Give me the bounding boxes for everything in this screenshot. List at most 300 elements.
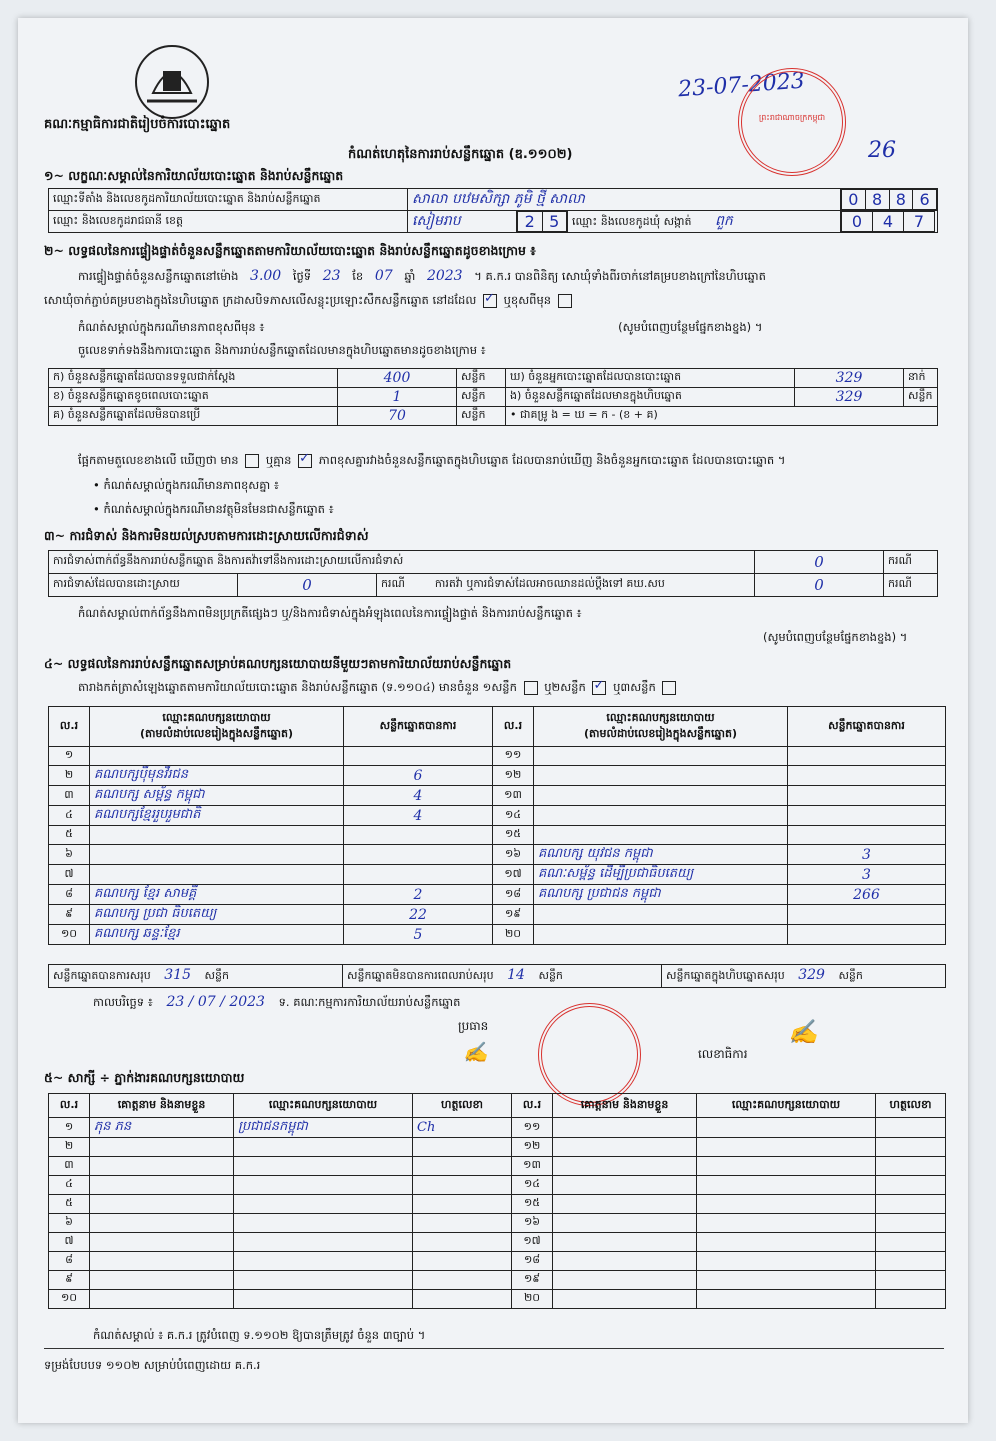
col-no: ល.រ bbox=[512, 1094, 553, 1118]
witness-party: ប្រជាជនកម្ពុជា bbox=[234, 1118, 413, 1138]
col-name: គោត្តនាម និងនាមខ្លួន bbox=[90, 1094, 234, 1118]
unit: នាក់ bbox=[904, 369, 938, 388]
row-no: ១៩ bbox=[512, 1271, 553, 1290]
appeal-label: ការតវ៉ា ឬការជំទាស់ដែលអាចឈានដល់ប្ដឹងទៅ គឃ.សប bbox=[434, 577, 665, 590]
row-no: ១៨ bbox=[512, 1252, 553, 1271]
witness-name bbox=[90, 1233, 234, 1252]
party-name bbox=[90, 865, 344, 885]
resolved-label: ការជំទាស់ដែលបានដោះស្រាយ bbox=[49, 574, 238, 597]
witness-name bbox=[90, 1157, 234, 1176]
witness-signature bbox=[413, 1138, 512, 1157]
row-no: ១៨ bbox=[493, 885, 534, 905]
fill-note: (សូមបំពេញបន្ថែមផ្នែកខាងខ្នង) ។ bbox=[618, 320, 763, 334]
result-row bbox=[49, 786, 946, 806]
row-no: ១៣ bbox=[493, 786, 534, 806]
verify-time: 3.00 bbox=[250, 268, 282, 284]
row-no: ២ bbox=[49, 1138, 90, 1157]
three-sheet-checkbox[interactable] bbox=[662, 681, 676, 695]
witness-party bbox=[697, 1195, 876, 1214]
witness-party bbox=[234, 1233, 413, 1252]
row-no: ១២ bbox=[493, 766, 534, 786]
party-votes bbox=[788, 766, 946, 786]
witness-signature bbox=[876, 1252, 946, 1271]
party-votes bbox=[788, 826, 946, 845]
row-no: ៣ bbox=[49, 786, 90, 806]
code-digit: 0 bbox=[842, 212, 873, 232]
party-name bbox=[90, 845, 344, 865]
compare-label: ផ្អែកតាមតួលេខខាងលើ ឃើញថា មាន bbox=[78, 453, 239, 467]
totals-table bbox=[48, 964, 946, 988]
province-code bbox=[517, 211, 567, 232]
col-sign: ហត្ថលេខា bbox=[413, 1094, 512, 1118]
party-name: គណបក្ស ឆន្ទៈខ្មែរ bbox=[90, 925, 344, 945]
col-party: ឈ្មោះគណបក្សនយោបាយ bbox=[234, 1094, 413, 1118]
sheet-count-line bbox=[78, 680, 679, 697]
party-name: គណបក្សខ្មែររួបរួមជាតិ bbox=[90, 806, 344, 826]
appeal-count: 0 bbox=[755, 574, 884, 597]
row-no: ១៤ bbox=[493, 806, 534, 826]
row-no: ១៧ bbox=[512, 1233, 553, 1252]
no-diff-label: ឬគ្មាន bbox=[265, 453, 292, 467]
secretary-label: លេខាធិការ bbox=[698, 1047, 748, 1061]
stamp-text: ព្រះរាជាណាចក្រកម្ពុជា bbox=[758, 113, 826, 122]
row-no: ១០ bbox=[49, 925, 90, 945]
row-no: ៨ bbox=[49, 1252, 90, 1271]
col-no: ល.រ bbox=[49, 1094, 90, 1118]
party-name bbox=[534, 747, 788, 766]
row-no: ៩ bbox=[49, 905, 90, 925]
unit: សន្លឹក bbox=[457, 407, 506, 426]
witness-party bbox=[234, 1138, 413, 1157]
verify-label: ការផ្ទៀងផ្ទាត់ចំនួនសន្លឹកឆ្នោតនៅម៉ោង bbox=[78, 269, 239, 283]
total-invalid: 14 bbox=[507, 967, 525, 983]
year-label: ឆ្នាំ bbox=[404, 269, 416, 283]
chair-signature: ✍ bbox=[463, 1040, 488, 1064]
witness-name bbox=[90, 1138, 234, 1157]
row-no: ១១ bbox=[493, 747, 534, 766]
unit: សន្លឹក bbox=[838, 969, 863, 982]
section3-heading: ៣~ ការជំទាស់ និងការមិនយល់ស្របតាមការដោះស្រាយលើការជំទាស់ bbox=[44, 528, 369, 543]
row-no: ៦ bbox=[49, 845, 90, 865]
witness-party bbox=[234, 1195, 413, 1214]
result-row bbox=[49, 826, 946, 845]
bullet2: • កំណត់សម្គាល់ក្នុងករណីមានវត្ថុមិនមែនជាសន្លឹកឆ្នោត ៖ bbox=[93, 502, 334, 516]
witness-name bbox=[553, 1157, 697, 1176]
col-party-sub: (តាមលំដាប់លេខរៀងក្នុងសន្លឹកឆ្នោត) bbox=[140, 726, 293, 740]
month-label: ខែ bbox=[352, 269, 364, 283]
seal-text: សោឃុំចាក់ភ្ជាប់គម្របខាងក្នុងនៃហិបឆ្នោត ក្រដាសបិទភាសលើសន្លុះប្រឡោះសឹកសន្លឹកឆ្នោត នៅដដែល bbox=[44, 293, 477, 307]
witness-signature bbox=[876, 1118, 946, 1138]
witness-signature bbox=[413, 1233, 512, 1252]
objection-label: ការជំទាស់ពាក់ព័ន្ធនឹងការរាប់សន្លឹកឆ្នោត និងការតវ៉ាទៅនឹងការដោះស្រាយលើការជំទាស់ bbox=[49, 551, 755, 574]
code-digit: 8 bbox=[865, 190, 889, 210]
witness-party bbox=[234, 1252, 413, 1271]
unit: សន្លឹក bbox=[457, 369, 506, 388]
day-label: ថ្ងៃទី bbox=[292, 269, 312, 283]
party-name bbox=[534, 905, 788, 925]
witness-signature bbox=[413, 1195, 512, 1214]
witness-name bbox=[90, 1290, 234, 1309]
witness-party bbox=[697, 1214, 876, 1233]
witness-signature bbox=[413, 1252, 512, 1271]
witness-row bbox=[49, 1290, 946, 1309]
party-name: គណបក្សប៉ីមុនវីរជន bbox=[90, 766, 344, 786]
witness-name bbox=[90, 1252, 234, 1271]
result-row bbox=[49, 865, 946, 885]
official-stamp bbox=[738, 68, 846, 176]
row-no: ២០ bbox=[512, 1290, 553, 1309]
col-votes: សន្លឹកឆ្នោតបានការ bbox=[788, 707, 946, 747]
party-votes bbox=[344, 826, 493, 845]
total-valid-cell bbox=[49, 965, 343, 988]
party-votes bbox=[788, 925, 946, 945]
witness-row bbox=[49, 1138, 946, 1157]
witness-row bbox=[49, 1271, 946, 1290]
section1-heading: ១~ លក្ខណៈសម្គាល់នៃការិយាល័យបោះឆ្នោត និងរាប់សន្លឹកឆ្នោត bbox=[44, 168, 344, 183]
case-unit: ករណី bbox=[381, 577, 405, 590]
commune-label bbox=[568, 211, 841, 233]
witness-name bbox=[553, 1290, 697, 1309]
two-sheet-label: ឬ២សន្លឹក bbox=[544, 680, 586, 694]
party-votes bbox=[344, 747, 493, 766]
party-votes bbox=[344, 845, 493, 865]
party-name bbox=[534, 826, 788, 845]
witness-signature bbox=[876, 1271, 946, 1290]
count-label: ង) ចំនួនសន្លឹកឆ្នោតដែលមានក្នុងហិបឆ្នោត bbox=[506, 388, 795, 407]
party-votes: 22 bbox=[344, 905, 493, 925]
party-votes: 266 bbox=[788, 885, 946, 905]
resolved-count: 0 bbox=[238, 574, 377, 597]
count-label: គ) ចំនួនសន្លឹកឆ្នោតដែលមិនបានប្រើ bbox=[49, 407, 338, 426]
chair-label: ប្រធាន bbox=[458, 1019, 489, 1033]
witness-party bbox=[697, 1138, 876, 1157]
witness-party bbox=[697, 1157, 876, 1176]
row-no: ៤ bbox=[49, 806, 90, 826]
count-label: ខ) ចំនួនសន្លឹកឆ្នោតខូចពេលបោះឆ្នោត bbox=[49, 388, 338, 407]
witness-row bbox=[49, 1157, 946, 1176]
code-digit: 7 bbox=[904, 212, 935, 232]
note2-line: ចួលេខទាក់ទងនឹងការបោះឆ្នោត និងការរាប់សន្លឹកឆ្នោតដែលមានក្នុងហិបឆ្នោតមានដូចខាងក្រោម ៖ bbox=[78, 343, 486, 357]
party-votes bbox=[788, 786, 946, 806]
party-name: គណបក្ស យុវជន កម្ពុជា bbox=[534, 845, 788, 865]
commune-label-text: ឈ្មោះ និងលេខកូដឃុំ សង្កាត់ bbox=[572, 215, 692, 228]
witness-name bbox=[553, 1214, 697, 1233]
witness-signature bbox=[876, 1214, 946, 1233]
verify-day: 23 bbox=[322, 268, 341, 284]
witness-name bbox=[553, 1252, 697, 1271]
section4-heading: ៤~ លទ្ធផលនៃការរាប់សន្លឹកឆ្នោតសម្រាប់គណបក្សនយោបាយនីមួយៗតាមការិយាល័យរាប់សន្លឹកឆ្នោត bbox=[44, 656, 512, 671]
two-sheet-checkbox[interactable] bbox=[592, 681, 606, 695]
code-digit: 4 bbox=[873, 212, 904, 232]
changed-label: ឬខុសពីមុន bbox=[503, 293, 552, 307]
result-row bbox=[49, 905, 946, 925]
location-value: សាលា បឋមសិក្សា ភូមិ ថ្មី សាលា bbox=[408, 189, 841, 211]
counts-table bbox=[48, 368, 938, 426]
row-no: ១៦ bbox=[512, 1214, 553, 1233]
row-no: ២ bbox=[49, 766, 90, 786]
witness-signature bbox=[413, 1214, 512, 1233]
witness-row bbox=[49, 1195, 946, 1214]
witness-name bbox=[553, 1233, 697, 1252]
org-name: គណៈកម្មាធិការជាតិរៀបចំការបោះឆ្នោត bbox=[44, 117, 231, 132]
case-unit: ករណី bbox=[884, 551, 938, 574]
sheet-count-label: តារាងកត់ត្រាសំឡេងឆ្នោតតាមការិយាល័យបោះឆ្នោត និងរាប់សន្លឹកឆ្នោត (ទ.១១០៤) មានចំនួន ១សន្លឹក bbox=[78, 680, 517, 694]
party-votes bbox=[788, 747, 946, 766]
party-name: គណបក្ស ប្រជា ធិបតេយ្យ bbox=[90, 905, 344, 925]
col-party-sub: (តាមលំដាប់លេខរៀងក្នុងសន្លឹកឆ្នោត) bbox=[584, 726, 737, 740]
witness-row bbox=[49, 1252, 946, 1271]
row-no: ៤ bbox=[49, 1176, 90, 1195]
witness-signature: Ch bbox=[413, 1118, 512, 1138]
voters-count: 329 bbox=[795, 369, 904, 388]
unit: សន្លឹក bbox=[904, 388, 938, 407]
code-digit: 5 bbox=[542, 212, 567, 232]
col-name: គោត្តនាម និងនាមខ្លួន bbox=[553, 1094, 697, 1118]
witness-party bbox=[697, 1252, 876, 1271]
result-row bbox=[49, 806, 946, 826]
form-title: កំណត់ហេតុនៃការរាប់សន្លឹកឆ្នោត (ឌ.១១០២) bbox=[348, 147, 573, 162]
row-no: ៧ bbox=[49, 1233, 90, 1252]
count-label: ក) ចំនួនសន្លឹកឆ្នោតដែលបានទទួលជាក់ស្តែង bbox=[49, 369, 338, 388]
col-party-title: ឈ្មោះគណបក្សនយោបាយ bbox=[162, 710, 271, 724]
changed-checkbox[interactable] bbox=[558, 294, 572, 308]
unit: សន្លឹក bbox=[538, 969, 563, 982]
witness-signature bbox=[876, 1233, 946, 1252]
witness-name bbox=[90, 1271, 234, 1290]
ballots-in-box: 329 bbox=[795, 388, 904, 407]
witness-row bbox=[49, 1233, 946, 1252]
row-no: ១១ bbox=[512, 1118, 553, 1138]
province-label: ឈ្មោះ និងលេខកូដរាជធានី ខេត្ត bbox=[49, 211, 408, 233]
objection-count: 0 bbox=[755, 551, 884, 574]
one-sheet-checkbox[interactable] bbox=[524, 681, 538, 695]
party-name bbox=[90, 826, 344, 845]
col-party bbox=[534, 707, 788, 747]
witness-row bbox=[49, 1214, 946, 1233]
no-diff-checkbox[interactable] bbox=[298, 454, 312, 468]
section5-note: កំណត់សម្គាល់ ៖ គ.ក.រ ត្រូវបំពេញ ទ.១១០២ ឱ្យបានត្រឹមត្រូវ ចំនួន ៣ច្បាប់ ។ bbox=[93, 1328, 426, 1342]
witness-signature bbox=[876, 1290, 946, 1309]
party-name bbox=[534, 766, 788, 786]
row-no: ៦ bbox=[49, 1214, 90, 1233]
witness-party bbox=[234, 1271, 413, 1290]
result-row bbox=[49, 766, 946, 786]
party-votes: 4 bbox=[344, 806, 493, 826]
location-table bbox=[48, 188, 938, 233]
same-checkbox[interactable] bbox=[483, 294, 497, 308]
result-row bbox=[49, 925, 946, 945]
party-name bbox=[534, 806, 788, 826]
witness-name: ភុន ភន bbox=[90, 1118, 234, 1138]
unit: សន្លឹក bbox=[204, 969, 229, 982]
party-votes: 3 bbox=[788, 865, 946, 885]
witness-name bbox=[553, 1118, 697, 1138]
unused-ballots: 70 bbox=[338, 407, 457, 426]
section2-heading: ២~ លទ្ធផលនៃការផ្ទៀងផ្ទាត់ចំនួនសន្លឹកឆ្នោតតាមការិយាល័យបោះឆ្នោត និងរាប់សន្លឹកឆ្នោតដូចខាងក្រោម ៖ bbox=[44, 243, 536, 258]
spoiled-ballots: 1 bbox=[338, 388, 457, 407]
date-value: 23 / 07 / 2023 bbox=[166, 994, 265, 1010]
witness-party bbox=[697, 1271, 876, 1290]
witness-name bbox=[90, 1176, 234, 1195]
secretary-signature: ✍ bbox=[788, 1018, 818, 1046]
witness-party bbox=[697, 1176, 876, 1195]
party-votes: 5 bbox=[344, 925, 493, 945]
row-no: ១៤ bbox=[512, 1176, 553, 1195]
formula: • ជាគម្រូ ង = ឃ = ក - (ខ + គ) bbox=[506, 407, 938, 426]
witness-party bbox=[234, 1176, 413, 1195]
total-box: 329 bbox=[798, 967, 825, 983]
compare-text: ភាពខុសគ្នារវាងចំនួនសន្លឹកឆ្នោតក្នុងហិបឆ្នោត ដែលបានរាប់ឃើញ និងចំនួនអ្នកបោះឆ្នោត ដែលបានបោះឆ្នោត ។ bbox=[318, 453, 786, 467]
code-digit: 6 bbox=[913, 190, 937, 210]
witness-signature bbox=[413, 1176, 512, 1195]
result-row bbox=[49, 845, 946, 865]
witness-name bbox=[553, 1138, 697, 1157]
party-name: គណៈសម្ព័ន្ធ ដើម្បីប្រជាធិបតេយ្យ bbox=[534, 865, 788, 885]
row-no: ៥ bbox=[49, 826, 90, 845]
witness-name bbox=[553, 1195, 697, 1214]
party-name: គណបក្ស ខ្មែរ សាមគ្គី bbox=[90, 885, 344, 905]
total-box-label: សន្លឹកឆ្នោតក្នុងហិបឆ្នោតសរុប bbox=[666, 969, 785, 982]
province-value: សៀមរាប bbox=[408, 211, 517, 233]
party-name bbox=[534, 925, 788, 945]
handwritten-date: 23-07-2023 bbox=[677, 68, 806, 103]
total-valid-label: សន្លឹកឆ្នោតបានការសរុប bbox=[53, 969, 151, 982]
committee-label: ទ. គណៈកម្មការការិយាល័យរាប់សន្លឹកឆ្នោត bbox=[278, 995, 461, 1009]
col-party bbox=[90, 707, 344, 747]
witness-party bbox=[697, 1233, 876, 1252]
code-digit: 8 bbox=[889, 190, 913, 210]
row-no: ៥ bbox=[49, 1195, 90, 1214]
result-row bbox=[49, 885, 946, 905]
witness-name bbox=[553, 1271, 697, 1290]
appeal-cell bbox=[377, 574, 755, 597]
witness-party bbox=[234, 1290, 413, 1309]
col-party-title: ឈ្មោះគណបក្សនយោបាយ bbox=[606, 710, 715, 724]
unit: សន្លឹក bbox=[457, 388, 506, 407]
count-label: ឃ) ចំនួនអ្នកបោះឆ្នោតដែលបានបោះឆ្នោត bbox=[506, 369, 795, 388]
row-no: ៩ bbox=[49, 1271, 90, 1290]
party-name: គណបក្ស សម្ព័ន្ធ កម្ពុជា bbox=[90, 786, 344, 806]
witness-signature bbox=[413, 1157, 512, 1176]
witness-signature bbox=[876, 1157, 946, 1176]
party-votes bbox=[344, 865, 493, 885]
three-sheet-label: ឬ៣សន្លឹក bbox=[613, 680, 656, 694]
row-no: ១៥ bbox=[512, 1195, 553, 1214]
witness-row bbox=[49, 1118, 946, 1138]
party-name: គណបក្ស ប្រជាជន កម្ពុជា bbox=[534, 885, 788, 905]
witness-party bbox=[234, 1157, 413, 1176]
witness-signature bbox=[876, 1138, 946, 1157]
row-no: ១៦ bbox=[493, 845, 534, 865]
handwritten-time: 26 bbox=[868, 138, 896, 163]
date-line bbox=[93, 994, 460, 1012]
row-no: ១៩ bbox=[493, 905, 534, 925]
witness-name bbox=[90, 1214, 234, 1233]
witness-signature bbox=[876, 1176, 946, 1195]
footer-divider bbox=[44, 1348, 944, 1349]
committee-stamp bbox=[538, 1003, 641, 1106]
note1-line bbox=[78, 320, 762, 337]
row-no: ២០ bbox=[493, 925, 534, 945]
footer-text: ទម្រង់បែបបទ ១១០២ សម្រាប់បំពេញដោយ គ.ក.រ bbox=[44, 1358, 261, 1372]
section5-heading: ៥~ សាក្សី ÷ ភ្នាក់ងារគណបក្សនយោបាយ bbox=[44, 1070, 245, 1085]
col-sign: ហត្ថលេខា bbox=[876, 1094, 946, 1118]
witness-name bbox=[90, 1195, 234, 1214]
note1-label: កំណត់សម្គាល់ក្នុងករណីមានភាពខុសពីមុន ៖ bbox=[78, 320, 265, 334]
party-votes: 3 bbox=[788, 845, 946, 865]
witness-party bbox=[697, 1290, 876, 1309]
witness-row bbox=[49, 1176, 946, 1195]
total-invalid-label: សន្លឹកឆ្នោតមិនបានការពេលរាប់សរុប bbox=[347, 969, 494, 982]
section3-note: កំណត់សម្គាល់ពាក់ព័ន្ធនឹងភាពមិនប្រក្រតីផ្សេងៗ ឬ/និងការជំទាស់ក្នុងអំឡុងពេលនៃការផ្ទៀងផ្ទាត់ និងការរាប់សន្លឹកឆ្នោត ៖ bbox=[78, 606, 582, 620]
code-digit: 2 bbox=[518, 212, 543, 232]
total-box-cell bbox=[662, 965, 946, 988]
witness-signature bbox=[413, 1271, 512, 1290]
party-votes: 2 bbox=[344, 885, 493, 905]
code-digit: 0 bbox=[842, 190, 866, 210]
row-no: ៧ bbox=[49, 865, 90, 885]
witness-signature bbox=[876, 1195, 946, 1214]
commune-value: ពួក bbox=[715, 213, 733, 229]
witness-party bbox=[234, 1214, 413, 1233]
commune-code bbox=[841, 211, 935, 232]
row-no: ១ bbox=[49, 747, 90, 766]
party-votes: 4 bbox=[344, 786, 493, 806]
row-no: ១០ bbox=[49, 1290, 90, 1309]
nec-emblem-icon bbox=[133, 43, 211, 121]
result-row bbox=[49, 747, 946, 766]
verify-text: ។ គ.ក.រ បានពិនិត្យ សោឃុំទាំងពីរចាក់នៅគម្របខាងក្រៅនៃហិបឆ្នោត bbox=[474, 269, 766, 283]
col-votes: សន្លឹកឆ្នោតបានការ bbox=[344, 707, 493, 747]
col-no: ល.រ bbox=[493, 707, 534, 747]
row-no: ១២ bbox=[512, 1138, 553, 1157]
row-no: ១ bbox=[49, 1118, 90, 1138]
form-page bbox=[18, 18, 968, 1423]
verify-time-line bbox=[78, 268, 766, 286]
has-diff-checkbox[interactable] bbox=[245, 454, 259, 468]
party-name bbox=[534, 786, 788, 806]
bullet1: • កំណត់សម្គាល់ក្នុងករណីមានភាពខុសគ្នា ៖ bbox=[93, 478, 279, 492]
col-party: ឈ្មោះគណបក្សនយោបាយ bbox=[697, 1094, 876, 1118]
location-label: ឈ្មោះទីតាំង និងលេខកូដការិយាល័យបោះឆ្នោត និងរាប់សន្លឹកឆ្នោត bbox=[49, 189, 408, 211]
verify-month: 07 bbox=[374, 268, 393, 284]
witness-table bbox=[48, 1093, 946, 1309]
results-table bbox=[48, 706, 946, 945]
received-ballots: 400 bbox=[338, 369, 457, 388]
row-no: ១៣ bbox=[512, 1157, 553, 1176]
row-no: ៨ bbox=[49, 885, 90, 905]
row-no: ១៧ bbox=[493, 865, 534, 885]
seal-line bbox=[44, 293, 575, 310]
verify-year: 2023 bbox=[426, 268, 463, 284]
witness-name bbox=[553, 1176, 697, 1195]
case-unit: ករណី bbox=[884, 574, 938, 597]
objections-table bbox=[48, 550, 938, 597]
section3-fill-note: (សូមបំពេញបន្ថែមផ្នែកខាងខ្នង) ។ bbox=[763, 630, 908, 644]
party-votes: 6 bbox=[344, 766, 493, 786]
party-votes bbox=[788, 806, 946, 826]
party-votes bbox=[788, 905, 946, 925]
witness-party bbox=[697, 1118, 876, 1138]
date-label: កាលបរិច្ឆេទ ៖ bbox=[93, 995, 153, 1009]
party-name bbox=[90, 747, 344, 766]
witness-signature bbox=[413, 1290, 512, 1309]
row-no: ១៥ bbox=[493, 826, 534, 845]
total-valid: 315 bbox=[164, 967, 191, 983]
col-no: ល.រ bbox=[49, 707, 90, 747]
row-no: ៣ bbox=[49, 1157, 90, 1176]
location-code bbox=[841, 189, 937, 210]
